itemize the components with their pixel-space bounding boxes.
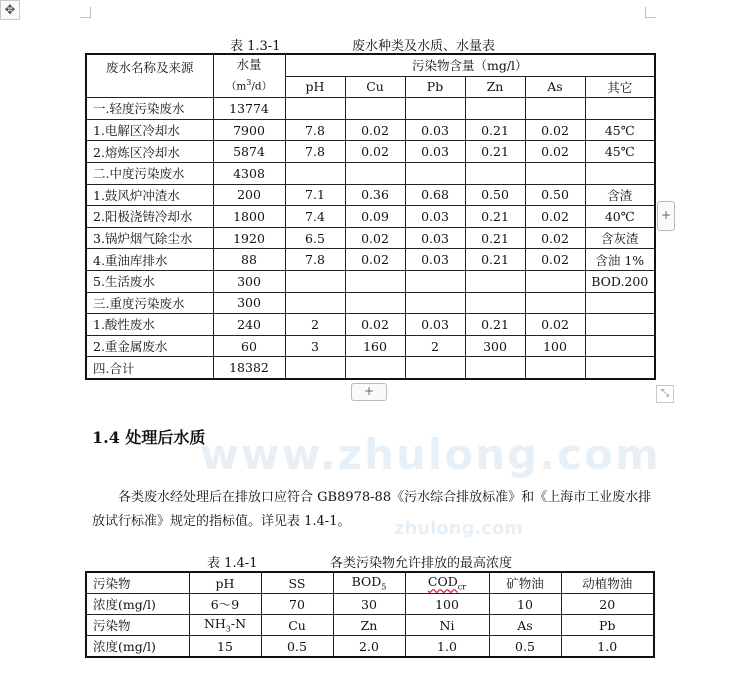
- cell: [465, 292, 525, 314]
- table2-caption-label: 表 1.4-1: [207, 556, 258, 571]
- header-col: pH: [285, 76, 345, 98]
- watermark: www.zhulong.com: [200, 430, 661, 479]
- cell: 0.02: [345, 314, 405, 336]
- cell: 0.03: [405, 249, 465, 271]
- cell: 7.4: [285, 206, 345, 228]
- cell: 含灰渣: [585, 227, 655, 249]
- watermark-small: zhulong.com: [394, 518, 523, 539]
- cell: 0.02: [525, 206, 585, 228]
- table-row: [86, 206, 655, 228]
- cell: 0.02: [525, 141, 585, 163]
- cell: 100: [405, 594, 489, 615]
- row-label: 2.阳极浇铸冷却水: [86, 206, 213, 228]
- cell: 0.36: [345, 184, 405, 206]
- cell: 0.5: [489, 636, 561, 658]
- cell: 0.03: [405, 119, 465, 141]
- cell: 0.02: [345, 119, 405, 141]
- cell: [465, 270, 525, 292]
- cell: 0.03: [405, 227, 465, 249]
- cell: Ni: [405, 615, 489, 636]
- table-row: [86, 594, 654, 615]
- cell: [285, 270, 345, 292]
- header-source: 废水名称及来源: [86, 54, 213, 98]
- cell: 0.21: [465, 249, 525, 271]
- table-row: [86, 357, 655, 379]
- cell: [345, 357, 405, 379]
- cell: [405, 98, 465, 120]
- cell: [585, 292, 655, 314]
- cell: 浓度(mg/l): [86, 636, 189, 658]
- cell: 7.8: [285, 141, 345, 163]
- cell: [525, 162, 585, 184]
- cell: 45℃: [585, 119, 655, 141]
- cell: 0.02: [345, 227, 405, 249]
- table-row: [86, 615, 654, 636]
- cell: 4308: [213, 162, 285, 184]
- cell: Pb: [561, 615, 654, 636]
- section-heading: 1.4 处理后水质: [92, 428, 206, 447]
- cell: 1800: [213, 206, 285, 228]
- table-row: [86, 119, 655, 141]
- cell: 0.02: [525, 119, 585, 141]
- cell: 0.68: [405, 184, 465, 206]
- cell: 7.8: [285, 119, 345, 141]
- cell: 0.02: [345, 249, 405, 271]
- table-row: [86, 572, 654, 594]
- cell: 0.09: [345, 206, 405, 228]
- row-label: 2.重金属废水: [86, 335, 213, 357]
- cell: 45℃: [585, 141, 655, 163]
- cell: 0.21: [465, 206, 525, 228]
- cell: [465, 357, 525, 379]
- cell: 18382: [213, 357, 285, 379]
- table-move-handle[interactable]: [0, 0, 20, 20]
- cell: 5874: [213, 141, 285, 163]
- cell: SS: [261, 572, 333, 594]
- cell: 0.21: [465, 119, 525, 141]
- table-resize-handle[interactable]: [656, 385, 674, 403]
- cell: [465, 98, 525, 120]
- cell: 0.02: [525, 227, 585, 249]
- cell: [405, 357, 465, 379]
- cell: 3: [285, 335, 345, 357]
- page-corner-mark: [80, 7, 91, 18]
- header-col: Zn: [465, 76, 525, 98]
- cell: 污染物: [86, 615, 189, 636]
- cell: 2: [405, 335, 465, 357]
- cell: 0.21: [465, 314, 525, 336]
- header-col: Cu: [345, 76, 405, 98]
- cell: 0.5: [261, 636, 333, 658]
- cell: 300: [465, 335, 525, 357]
- move-icon: ✥: [4, 2, 16, 18]
- table-row: [86, 335, 655, 357]
- row-label: 5.生活废水: [86, 270, 213, 292]
- table1-title: [352, 35, 495, 54]
- row-label: 1.鼓风炉冲渣水: [86, 184, 213, 206]
- cell: [345, 292, 405, 314]
- table2-caption: [207, 552, 257, 571]
- header-col: 其它: [585, 76, 655, 98]
- table-row: [86, 227, 655, 249]
- cell: 0.02: [345, 141, 405, 163]
- cell: 200: [213, 184, 285, 206]
- cell: [345, 98, 405, 120]
- cell: $COD_{cr}$: [405, 572, 489, 594]
- cell: 40℃: [585, 206, 655, 228]
- row-label: 二.中度污染废水: [86, 162, 213, 184]
- table1-caption: [230, 35, 280, 54]
- table-row: [86, 249, 655, 271]
- table-row: [86, 270, 655, 292]
- cell: BOD.200: [585, 270, 655, 292]
- cell: [585, 357, 655, 379]
- add-row-button[interactable]: +: [351, 383, 387, 401]
- cell: 矿物油: [489, 572, 561, 594]
- cell: $NH_3-N$: [189, 615, 261, 636]
- cell: 浓度(mg/l): [86, 594, 189, 615]
- cell: 10: [489, 594, 561, 615]
- cell: 20: [561, 594, 654, 615]
- cell: 0.50: [525, 184, 585, 206]
- cell: 6.5: [285, 227, 345, 249]
- row-label: 一.轻度污染废水: [86, 98, 213, 120]
- cell: 2: [285, 314, 345, 336]
- table-row: [86, 98, 655, 120]
- cell: 300: [213, 292, 285, 314]
- table-row: [86, 162, 655, 184]
- cell: [345, 270, 405, 292]
- cell: 0.02: [525, 249, 585, 271]
- table2-caption-title: 各类污染物允许排放的最高浓度: [330, 556, 513, 571]
- body-paragraph: 各类废水经处理后在排放口应符合 GB8978-88《污水综合排放标准》和《上海市工业废水排放试行标准》规定的指标值。详见表 1.4-1。: [92, 490, 652, 529]
- row-label: 3.锅炉烟气除尘水: [86, 227, 213, 249]
- cell: [285, 162, 345, 184]
- cell: 160: [345, 335, 405, 357]
- cell: 0.21: [465, 227, 525, 249]
- cell: 0.03: [405, 206, 465, 228]
- cell: 0.21: [465, 141, 525, 163]
- row-label: 三.重度污染废水: [86, 292, 213, 314]
- cell: [585, 162, 655, 184]
- cell: [525, 292, 585, 314]
- cell: [285, 292, 345, 314]
- cell: [405, 270, 465, 292]
- table1-caption-title: 废水种类及水质、水量表: [352, 39, 496, 54]
- wastewater-table: [85, 53, 656, 380]
- page-corner-mark: [645, 7, 656, 18]
- cell: pH: [189, 572, 261, 594]
- table-row: [86, 141, 655, 163]
- cell: 0.03: [405, 141, 465, 163]
- cell: 2.0: [333, 636, 405, 658]
- header-col: Pb: [405, 76, 465, 98]
- resize-icon: ⤡: [661, 388, 669, 399]
- cell: 7.8: [285, 249, 345, 271]
- cell: 6～9: [189, 594, 261, 615]
- cell: 13774: [213, 98, 285, 120]
- cell: [585, 98, 655, 120]
- cell: 0.50: [465, 184, 525, 206]
- table2-title: [330, 552, 512, 571]
- cell: 240: [213, 314, 285, 336]
- cell: [525, 357, 585, 379]
- cell: $BOD_5$: [333, 572, 405, 594]
- cell: As: [489, 615, 561, 636]
- cell: [405, 292, 465, 314]
- row-label: 2.熔炼区冷却水: [86, 141, 213, 163]
- cell: [285, 98, 345, 120]
- cell: 100: [525, 335, 585, 357]
- cell: [465, 162, 525, 184]
- table-header-row: [86, 54, 655, 76]
- header-pollutant: 污染物含量（mg/l）: [285, 54, 655, 76]
- header-volume: 水量 $(m^3/d)$: [213, 54, 285, 98]
- cell: 1.0: [405, 636, 489, 658]
- cell: 1920: [213, 227, 285, 249]
- add-column-button[interactable]: +: [657, 201, 675, 231]
- table-row: [86, 314, 655, 336]
- table-row: [86, 636, 654, 658]
- cell: Cu: [261, 615, 333, 636]
- discharge-limits-table: [85, 571, 655, 658]
- row-label: 1.电解区冷却水: [86, 119, 213, 141]
- cell: [405, 162, 465, 184]
- cell: 含渣: [585, 184, 655, 206]
- cell: 含油 1%: [585, 249, 655, 271]
- row-label: 4.重油库排水: [86, 249, 213, 271]
- cell: 7900: [213, 119, 285, 141]
- cell: 0.03: [405, 314, 465, 336]
- cell: [525, 98, 585, 120]
- table1-caption-label: 表 1.3-1: [230, 39, 281, 54]
- table-row: [86, 292, 655, 314]
- cell: 30: [333, 594, 405, 615]
- cell: [285, 357, 345, 379]
- cell: [525, 270, 585, 292]
- cell: [585, 314, 655, 336]
- cell: 70: [261, 594, 333, 615]
- cell: 88: [213, 249, 285, 271]
- row-label: 四.合计: [86, 357, 213, 379]
- cell: 300: [213, 270, 285, 292]
- cell: 60: [213, 335, 285, 357]
- cell: 动植物油: [561, 572, 654, 594]
- cell: 15: [189, 636, 261, 658]
- cell: [345, 162, 405, 184]
- cell: 1.0: [561, 636, 654, 658]
- table-row: [86, 184, 655, 206]
- cell: Zn: [333, 615, 405, 636]
- cell: [585, 335, 655, 357]
- cell: 污染物: [86, 572, 189, 594]
- row-label: 1.酸性废水: [86, 314, 213, 336]
- cell: 7.1: [285, 184, 345, 206]
- cell: 0.02: [525, 314, 585, 336]
- header-col: As: [525, 76, 585, 98]
